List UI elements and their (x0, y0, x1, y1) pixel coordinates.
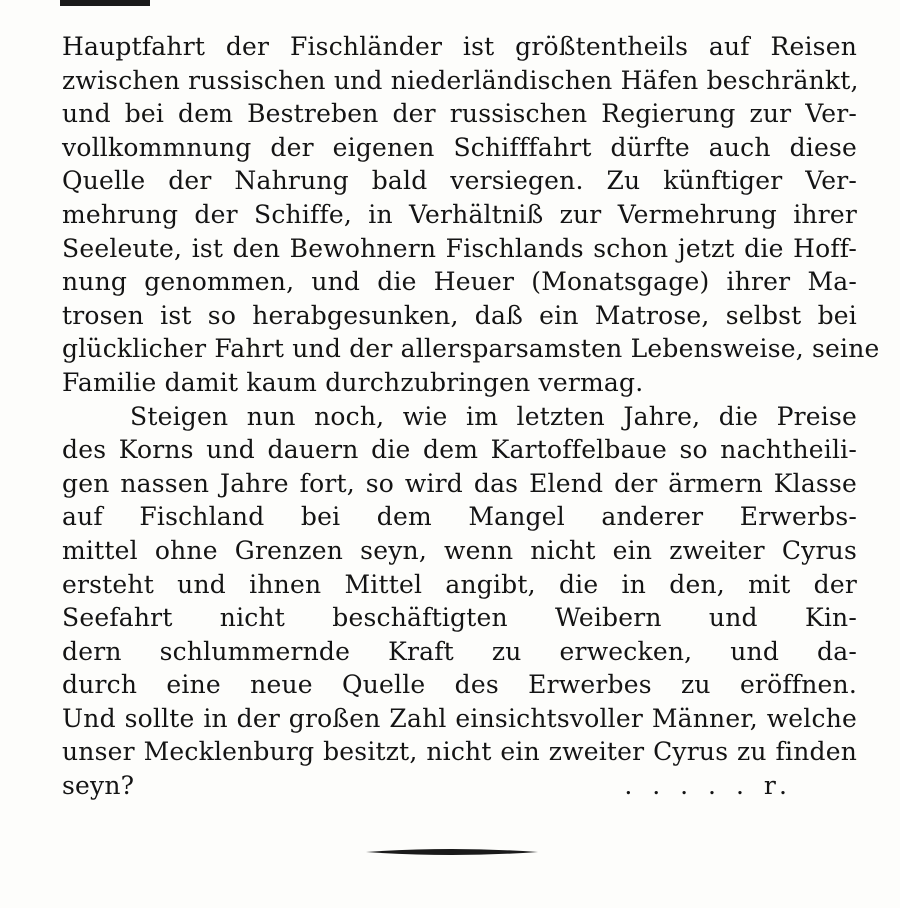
text-line: dern schlummernde Kraft zu erwecken, und da- (62, 636, 857, 666)
text-line: gen nassen Jahre fort, so wird das Elend der ärmern Klasse (62, 468, 857, 498)
text-line: Und sollte in der großen Zahl einsichtsvoller Männer, welche (62, 703, 857, 733)
text-line: mittel ohne Grenzen seyn, wenn nicht ein zweiter Cyrus (62, 535, 857, 565)
final-line-text: seyn? (62, 771, 135, 801)
text-line: Hauptfahrt der Fischländer ist größtentheils auf Reisen (62, 32, 857, 61)
text-line: Quelle der Nahrung bald versiegen. Zu künftiger Ver- (62, 166, 857, 196)
text-line: unser Mecklenburg besitzt, nicht ein zweiter Cyrus zu finden (62, 737, 857, 767)
text-line: des Korns und dauern die dem Kartoffelbaue so nachtheili- (62, 435, 857, 465)
text-line: nung genommen, und die Heuer (Monatsgage) ihrer Ma- (62, 267, 857, 297)
text-line: ersteht und ihnen Mittel angibt, die in den, mit der (62, 569, 857, 599)
text-line: vollkommnung der eigenen Schifffahrt dürfte auch diese (62, 132, 857, 162)
text-line: zwischen russischen und niederländischen Häfen beschränkt, (62, 65, 859, 95)
text-line: auf Fischland bei dem Mangel anderer Erwerbs- (62, 502, 857, 532)
text-block (62, 30, 880, 803)
top-rule (60, 0, 150, 6)
text-line: durch eine neue Quelle des Erwerbes zu eröffnen. (62, 670, 857, 700)
text-line: trosen ist so herabgesunken, daß ein Matrose, selbst bei (62, 300, 857, 330)
text-line: und bei dem Bestreben der russischen Regierung zur Ver- (62, 99, 857, 129)
text-line: mehrung der Schiffe, in Verhältniß zur Vermehrung ihrer (62, 199, 857, 229)
text-line: Familie damit kaum durchzubringen vermag. (62, 367, 644, 397)
text-line: Steigen nun noch, wie im letzten Jahre, die Preise (130, 401, 857, 431)
text-line: glücklicher Fahrt und der allersparsamsten Lebensweise, seine (62, 334, 880, 364)
text-line: Seeleute, ist den Bewohnern Fischlands schon jetzt die Hoff- (62, 233, 857, 263)
bottom-ornament (366, 846, 538, 858)
text-line: Seefahrt nicht beschäftigten Weibern und Kin- (62, 603, 857, 633)
final-line (62, 769, 857, 803)
signature: . . . . . r. (624, 771, 793, 801)
